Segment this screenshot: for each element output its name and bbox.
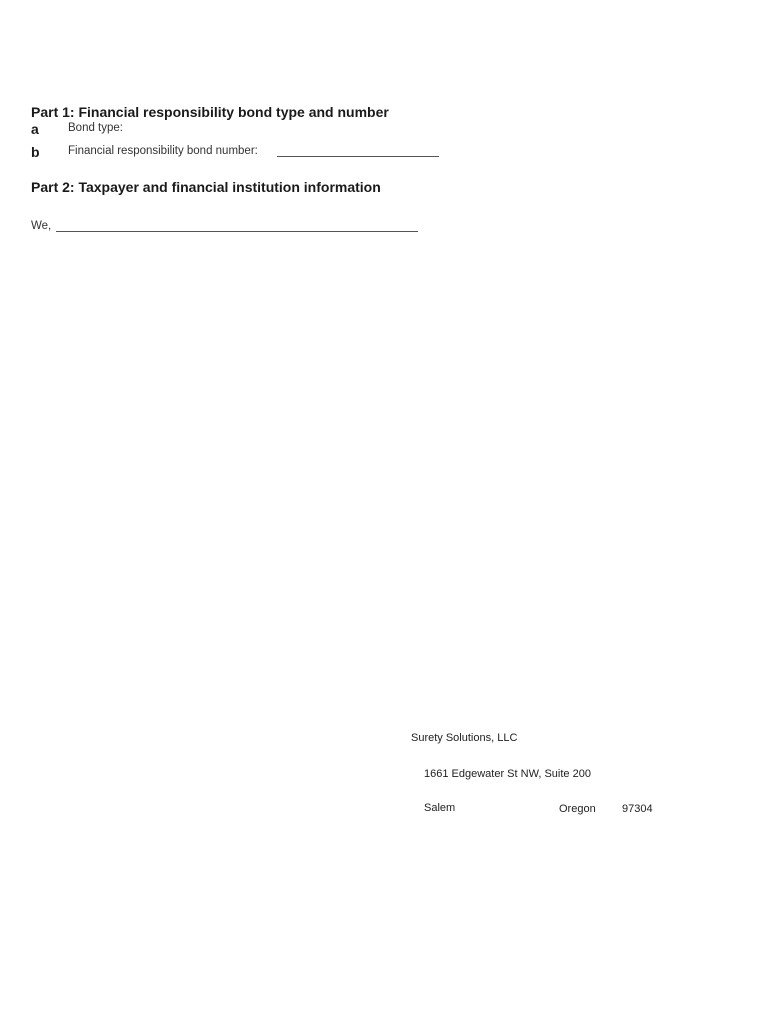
- surety-city: Salem: [424, 802, 456, 814]
- we-label: We,: [31, 220, 52, 232]
- bond-number-field[interactable]: [277, 156, 439, 157]
- bond-type-label: Bond type:: [68, 122, 123, 134]
- surety-address: 1661 Edgewater St NW, Suite 200: [424, 768, 591, 780]
- surety-zip: 97304: [622, 803, 653, 815]
- surety-name: Surety Solutions, LLC: [411, 732, 518, 744]
- part1-heading: Part 1: Financial responsibility bond type and number: [31, 104, 389, 120]
- item-b-letter: b: [31, 144, 40, 160]
- item-a-letter: a: [31, 121, 39, 137]
- taxpayer-name-field[interactable]: [56, 231, 418, 232]
- bond-number-label: Financial responsibility bond number:: [68, 145, 258, 157]
- surety-state: Oregon: [559, 803, 596, 815]
- part2-heading: Part 2: Taxpayer and financial institution information: [31, 179, 381, 195]
